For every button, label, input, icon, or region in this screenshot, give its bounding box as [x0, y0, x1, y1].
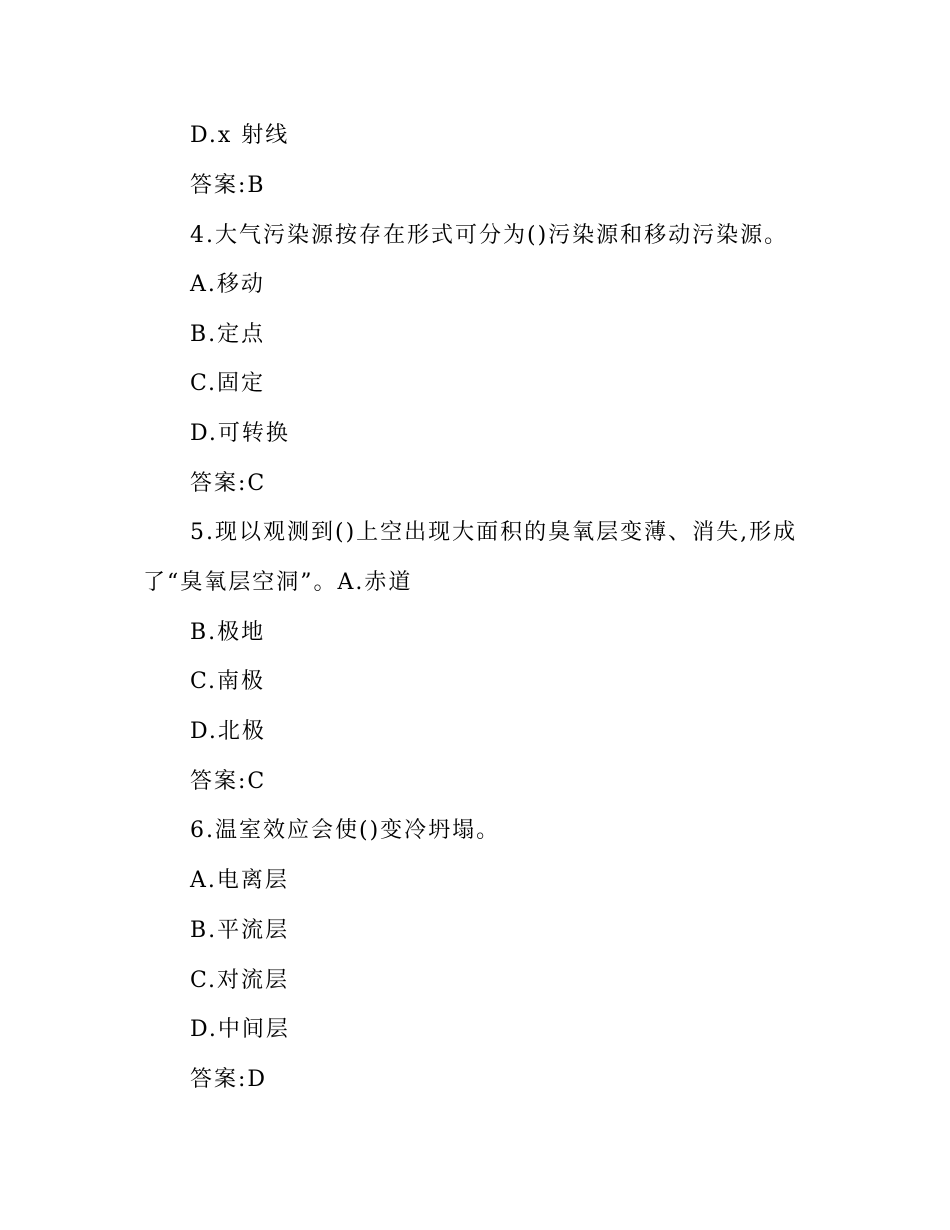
q4-answer: 答案:C — [190, 471, 267, 496]
q6-option-d: D.中间层 — [190, 1017, 290, 1042]
q6-option-c: C.对流层 — [190, 968, 290, 993]
q5-option-d: D.北极 — [190, 719, 266, 744]
q6-option-a: A.电离层 — [190, 868, 289, 893]
q3-answer: 答案:B — [190, 173, 266, 198]
q4-stem: 4.大气污染源按存在形式可分为()污染源和移动污染源。 — [190, 223, 789, 248]
q3-option-d: D.x 射线 — [190, 123, 290, 148]
q5-option-b: B.极地 — [190, 620, 266, 645]
q4-option-c: C.固定 — [190, 371, 266, 396]
q6-answer: 答案:D — [190, 1067, 268, 1092]
q5-stem-line-2: 了“臭氧层空洞”。A.赤道 — [143, 570, 413, 595]
q5-option-c: C.南极 — [190, 669, 266, 694]
q6-stem: 6.温室效应会使()变冷坍塌。 — [190, 818, 501, 843]
q5-stem-line-1: 5.现以观测到()上空出现大面积的臭氧层变薄、消失,形成 — [190, 520, 798, 545]
q4-option-b: B.定点 — [190, 322, 266, 347]
q6-option-b: B.平流层 — [190, 918, 290, 943]
q4-option-d: D.可转换 — [190, 421, 290, 446]
q5-answer: 答案:C — [190, 769, 267, 794]
q4-option-a: A.移动 — [190, 272, 265, 297]
